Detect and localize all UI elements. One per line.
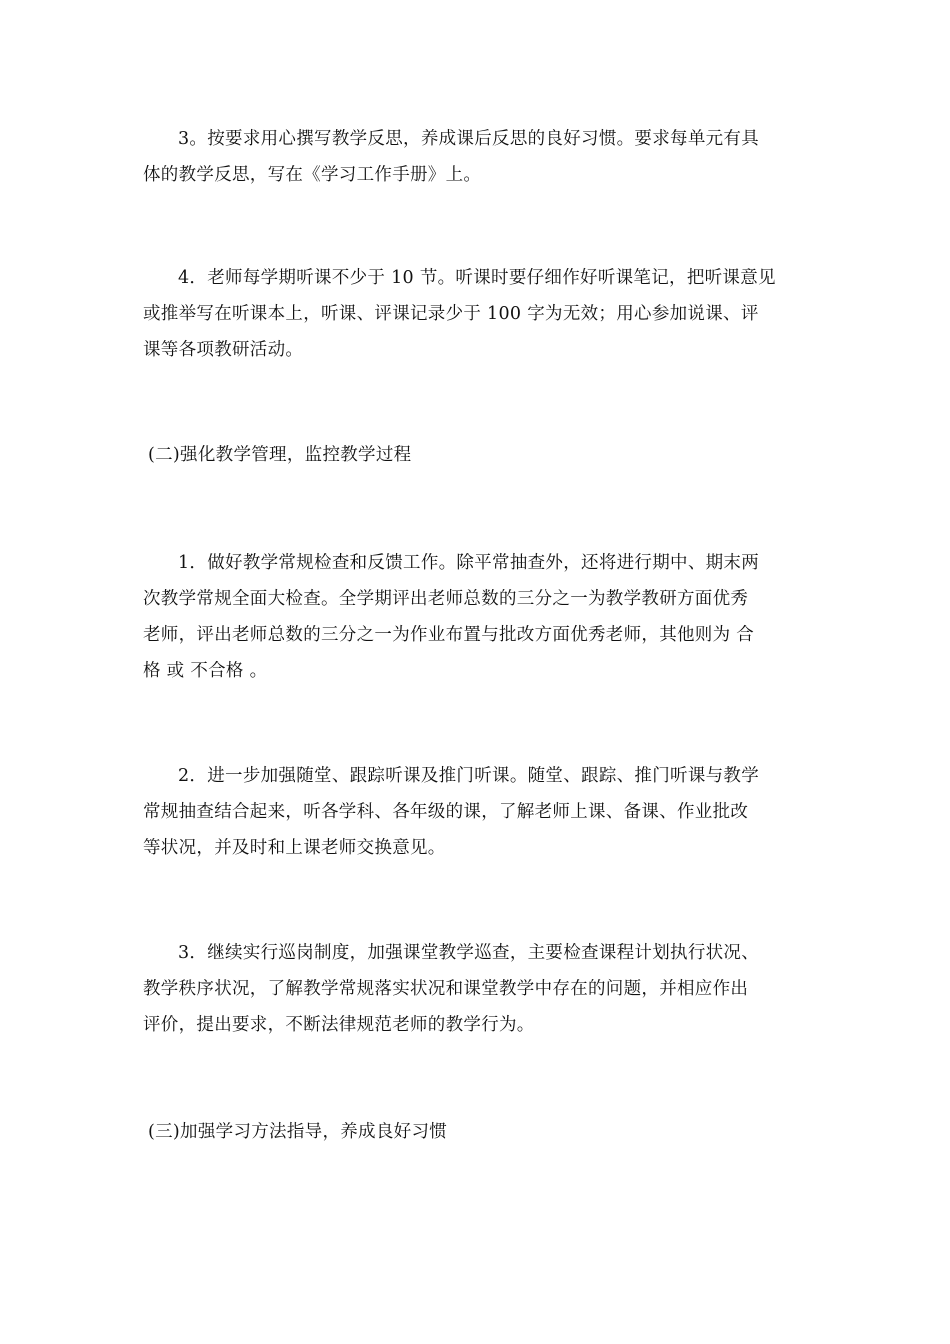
paragraph-line: 常规抽查结合起来，听各学科、各年级的课，了解老师上课、备课、作业批改: [143, 802, 749, 822]
paragraph-line: 老师，评出老师总数的三分之一为作业布置与批改方面优秀老师，其他则为 合: [143, 625, 755, 645]
paragraph-line: 体的教学反思，写在《学习工作手册》上。: [143, 165, 482, 185]
paragraph-line: 评价，提出要求，不断法律规范老师的教学行为。: [143, 1015, 535, 1035]
paragraph-1-routine-inspection: [143, 545, 808, 689]
paragraph-line: 等状况，并及时和上课老师交换意见。: [143, 838, 446, 858]
paragraph-3-teaching-reflection: [143, 121, 808, 193]
paragraph-line: 3。按要求用心撰写教学反思，养成课后反思的良好习惯。要求每单元有具: [178, 129, 760, 149]
paragraph-line: 教学秩序状况，了解教学常规落实状况和课堂教学中存在的问题，并相应作出: [143, 979, 749, 999]
paragraph-line: 格 或 不合格 。: [143, 661, 268, 681]
paragraph-line: 课等各项教研活动。: [143, 340, 304, 360]
section-heading-text: (三)加强学习方法指导，养成良好习惯: [148, 1122, 448, 1142]
paragraph-line: 4．老师每学期听课不少于 10 节。听课时要仔细作好听课笔记，把听课意见: [178, 268, 776, 288]
paragraph-line: 3．继续实行巡岗制度，加强课堂教学巡查，主要检查课程计划执行状况、: [178, 943, 760, 963]
section-heading-text: (二)强化教学管理，监控教学过程: [148, 445, 412, 465]
paragraph-3-patrol-system: [143, 935, 808, 1043]
section-heading-2: [143, 437, 808, 473]
section-heading-3: [143, 1114, 808, 1150]
paragraph-line: 或推举写在听课本上，听课、评课记录少于 100 字为无效；用心参加说课、评: [143, 304, 759, 324]
paragraph-line: 1．做好教学常规检查和反馈工作。除平常抽查外，还将进行期中、期末两: [178, 553, 760, 573]
paragraph-line: 次教学常规全面大检查。全学期评出老师总数的三分之一为教学教研方面优秀: [143, 589, 749, 609]
paragraph-2-class-observation: [143, 758, 808, 866]
paragraph-4-lesson-observation: [143, 260, 808, 368]
paragraph-line: 2．进一步加强随堂、跟踪听课及推门听课。随堂、跟踪、推门听课与教学: [178, 766, 760, 786]
